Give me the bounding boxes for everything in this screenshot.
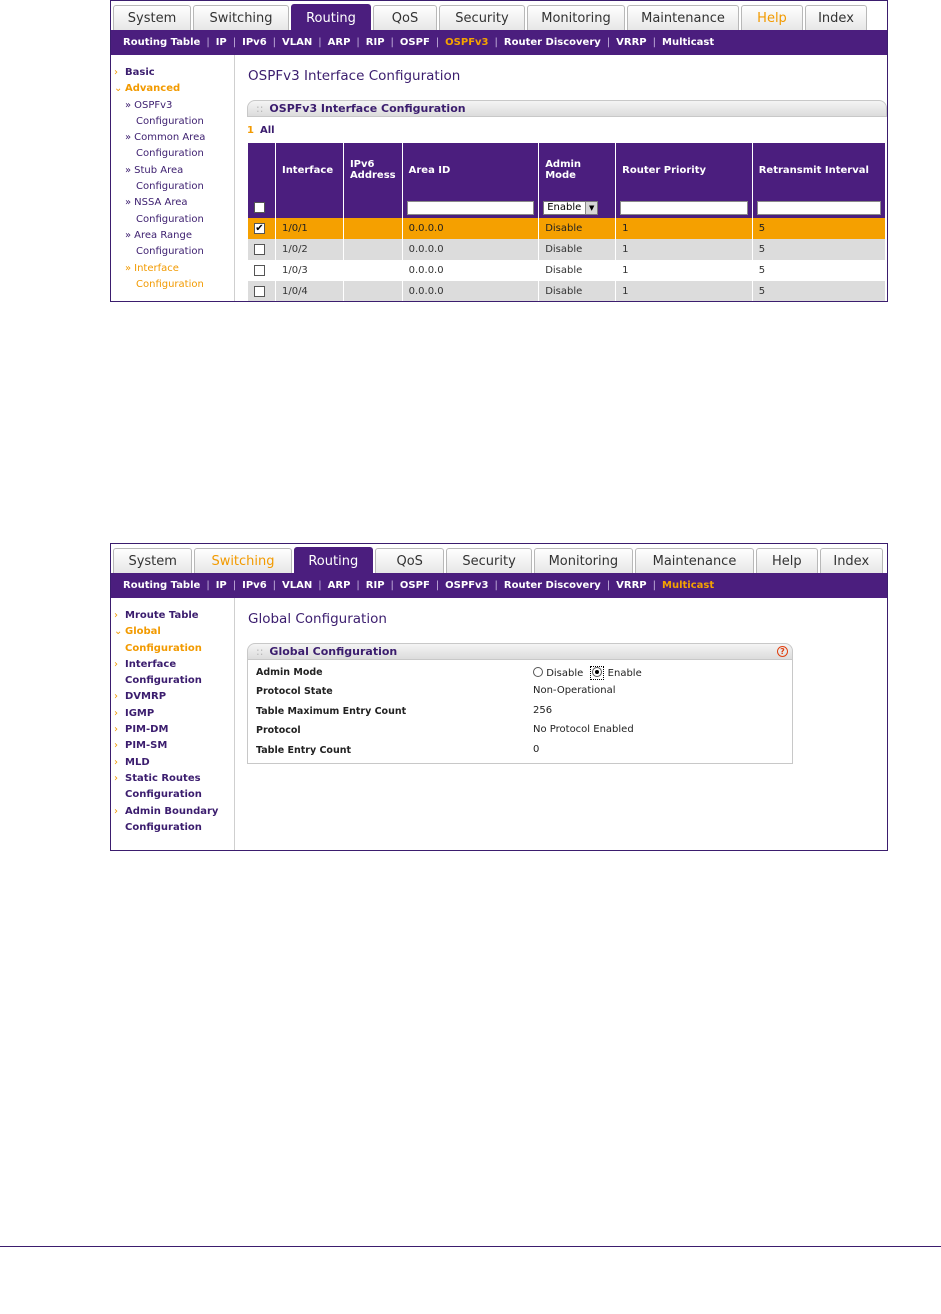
subnav-rip[interactable]: RIP (365, 37, 385, 48)
protocol-state-value: Non-Operational (533, 685, 616, 696)
tab-system[interactable]: System (113, 5, 191, 31)
area-cell: 0.0.0.0 (402, 218, 539, 239)
page-title: Global Configuration (248, 611, 387, 627)
admin-mode-select[interactable]: Enable ▼ (543, 201, 598, 215)
tab-switching[interactable]: Switching (194, 548, 291, 574)
interface-cell: 1/0/2 (275, 239, 343, 260)
subnav-ospf[interactable]: OSPF (399, 580, 430, 591)
tab-monitoring[interactable]: Monitoring (527, 5, 625, 31)
row-checkbox[interactable] (254, 265, 265, 276)
sidebar-basic[interactable]: › Basic (111, 65, 234, 81)
tab-index[interactable]: Index (805, 5, 867, 31)
admin-mode-label: Admin Mode (256, 667, 323, 678)
sidebar-admin-boundary[interactable]: › Admin Boundary (111, 804, 234, 820)
subnav-vrrp[interactable]: VRRP (616, 580, 647, 591)
protocol-value: No Protocol Enabled (533, 724, 634, 735)
row-checkbox[interactable]: ✔ (255, 222, 264, 234)
tab-index[interactable]: Index (820, 548, 884, 574)
edit-cell (752, 197, 885, 218)
help-icon[interactable]: ? (777, 646, 788, 657)
subnav-ip[interactable]: IP (215, 580, 227, 591)
column-header: IPv6 Address (343, 143, 402, 197)
sidebar-common-area[interactable]: » Common Area (125, 132, 206, 144)
table-row[interactable] (248, 281, 886, 302)
sidebar-interface[interactable]: › Interface (111, 657, 234, 673)
section-header: :: OSPFv3 Interface Configuration (247, 100, 887, 117)
priority-cell: 1 (616, 260, 753, 281)
chevron-right-icon: › (114, 772, 118, 784)
tab-qos[interactable]: QoS (373, 5, 437, 31)
subnav-arp[interactable]: ARP (327, 37, 351, 48)
edit-cell (343, 197, 402, 218)
chevron-right-icon: › (114, 610, 118, 621)
ipv6-cell (343, 281, 402, 302)
sidebar-area-range-cont[interactable]: Configuration (136, 246, 204, 258)
table-header-row (248, 143, 886, 197)
admin-enable-radio[interactable] (592, 667, 602, 677)
sidebar-global-cont[interactable]: Configuration (125, 642, 202, 654)
sidebar-interface-cont[interactable]: Configuration (125, 675, 202, 687)
subnav-ip[interactable]: IP (215, 37, 227, 48)
sidebar-stub-area-cont[interactable]: Configuration (136, 181, 204, 193)
ospfv3-interface-screenshot (110, 0, 888, 302)
select-all-checkbox[interactable] (254, 202, 265, 213)
column-header: Admin Mode (539, 143, 616, 197)
table-entry-value: 0 (533, 744, 540, 755)
interface-cell: 1/0/3 (275, 260, 343, 281)
admin-enable-focus (590, 666, 604, 680)
tab-maintenance[interactable]: Maintenance (627, 5, 739, 31)
sidebar (111, 598, 235, 850)
sidebar-stub-area[interactable]: » Stub Area (125, 164, 184, 176)
admin-mode-radios (533, 666, 642, 680)
ipv6-cell (343, 218, 402, 239)
sidebar-nssa-area-cont[interactable]: Configuration (136, 213, 204, 225)
ipv6-cell (343, 260, 402, 281)
subnav-ospfv3[interactable]: OSPFv3 (445, 37, 489, 48)
subnav-ospfv3[interactable]: OSPFv3 (445, 580, 489, 591)
area-id-input[interactable] (407, 201, 535, 215)
unit-selector (247, 125, 275, 136)
tab-help[interactable]: Help (756, 548, 818, 574)
sidebar-admin-boundary-cont[interactable]: Configuration (125, 821, 202, 833)
routing-subnav: Routing Table | IP | IPv6 | VLAN | ARP | RIP | OSPF | OSPFv3 | Router Discovery | VRRP | Multicast (111, 573, 887, 598)
admin-enable-label: Enable (607, 668, 642, 679)
sidebar-nssa-area[interactable]: » NSSA Area (125, 197, 188, 209)
tab-routing[interactable]: Routing (291, 4, 371, 31)
edit-row (248, 197, 886, 218)
select-column-header (248, 143, 276, 197)
subnav-router-discovery[interactable]: Router Discovery (503, 580, 601, 591)
sidebar-global[interactable]: ⌄ Global (111, 624, 234, 640)
row-checkbox[interactable] (254, 244, 265, 255)
retransmit-cell: 5 (752, 260, 885, 281)
subnav-multicast[interactable]: Multicast (662, 580, 715, 591)
row-checkbox[interactable] (254, 286, 265, 297)
tab-switching[interactable]: Switching (193, 5, 289, 31)
subnav-ipv6[interactable]: IPv6 (242, 37, 267, 48)
protocol-state-label: Protocol State (256, 686, 333, 697)
area-cell: 0.0.0.0 (402, 239, 539, 260)
sidebar-pim-sm[interactable]: › PIM-SM (111, 738, 234, 754)
admin-cell: Disable (539, 281, 616, 302)
tab-qos[interactable]: QoS (375, 548, 444, 574)
subnav-router-discovery[interactable]: Router Discovery (503, 37, 601, 48)
sidebar-mld[interactable]: › MLD (111, 755, 234, 771)
section-header: :: Global Configuration ? (247, 643, 793, 660)
chevron-right-icon: › (114, 707, 118, 719)
edit-cell (275, 197, 343, 218)
retransmit-cell: 5 (752, 281, 885, 302)
table-entry-label: Table Entry Count (256, 745, 352, 756)
priority-cell: 1 (616, 281, 753, 302)
edit-cell (402, 197, 539, 218)
admin-disable-label: Disable (546, 668, 584, 679)
retransmit-interval-input[interactable] (757, 201, 881, 215)
column-header: Area ID (402, 143, 539, 197)
chevron-right-icon: › (114, 756, 118, 768)
chevron-right-icon: › (114, 691, 118, 703)
sidebar-igmp[interactable]: › IGMP (111, 706, 234, 722)
area-cell: 0.0.0.0 (402, 281, 539, 302)
tab-security[interactable]: Security (439, 5, 525, 31)
chevron-right-icon: › (114, 658, 118, 670)
edit-cell (616, 197, 753, 218)
edit-select-cell (248, 197, 276, 218)
edit-cell (539, 197, 616, 218)
priority-cell: 1 (616, 218, 753, 239)
main-content (235, 55, 887, 301)
sidebar-interface-config[interactable]: » Interface (125, 262, 179, 274)
sidebar-ospfv3-config-cont[interactable]: Configuration (136, 115, 204, 127)
routing-subnav: Routing Table | IP | IPv6 | VLAN | ARP | RIP | OSPF | OSPFv3 | Router Discovery | VRRP | Multicast (111, 30, 887, 55)
global-config-panel (247, 660, 793, 764)
subnav-ospf[interactable]: OSPF (399, 37, 430, 48)
chevron-down-icon: ⌄ (114, 626, 123, 638)
tab-maintenance[interactable]: Maintenance (635, 548, 754, 574)
page-footer-rule (0, 1246, 941, 1247)
sidebar-static-routes[interactable]: › Static Routes (111, 771, 234, 787)
sidebar-area-range[interactable]: » Area Range (125, 229, 193, 241)
dropdown-arrow-icon: ▼ (585, 202, 597, 214)
table-max-label: Table Maximum Entry Count (256, 706, 407, 717)
tab-monitoring[interactable]: Monitoring (534, 548, 633, 574)
sidebar-ospfv3-config[interactable]: » OSPFv3 (125, 99, 173, 111)
sidebar-interface-config-cont[interactable]: Configuration (136, 278, 204, 290)
drag-handle-icon: :: (256, 645, 264, 658)
retransmit-cell: 5 (752, 239, 885, 260)
tab-routing[interactable]: Routing (294, 547, 373, 574)
chevron-right-icon: › (114, 740, 118, 752)
sidebar-dvmrp[interactable]: › DVMRP (111, 689, 234, 705)
column-header: Retransmit Interval (752, 143, 885, 197)
subnav-vrrp[interactable]: VRRP (616, 37, 647, 48)
subnav-multicast[interactable]: Multicast (662, 37, 715, 48)
chevron-down-icon: ⌄ (114, 83, 123, 95)
subnav-routing-table[interactable]: Routing Table (123, 37, 201, 48)
column-header: Router Priority (616, 143, 753, 197)
retransmit-cell: 5 (752, 218, 885, 239)
subnav-ipv6[interactable]: IPv6 (242, 580, 267, 591)
sidebar-static-routes-cont[interactable]: Configuration (125, 789, 202, 801)
subnav-vlan[interactable]: VLAN (282, 580, 313, 591)
main-tab-bar (111, 544, 887, 574)
subnav-rip[interactable]: RIP (365, 580, 385, 591)
column-header: Interface (275, 143, 343, 197)
tab-system[interactable]: System (113, 548, 192, 574)
priority-cell: 1 (616, 239, 753, 260)
interface-cell: 1/0/4 (275, 281, 343, 302)
multicast-global-config-screenshot (110, 543, 888, 851)
unit-all-link[interactable]: All (259, 125, 275, 136)
tab-security[interactable]: Security (446, 548, 531, 574)
sidebar-common-area-cont[interactable]: Configuration (136, 148, 204, 160)
sidebar-mroute-table[interactable]: › Mroute Table (111, 608, 234, 624)
unit-number-link[interactable]: 1 (247, 125, 254, 136)
sidebar-pim-dm[interactable]: › PIM-DM (111, 722, 234, 738)
router-priority-input[interactable] (620, 201, 748, 215)
subnav-arp[interactable]: ARP (327, 580, 351, 591)
chevron-right-icon: › (114, 805, 118, 817)
table-max-value: 256 (533, 705, 553, 716)
page-title: OSPFv3 Interface Configuration (248, 68, 461, 84)
admin-cell: Disable (539, 218, 616, 239)
interface-table (247, 143, 885, 302)
admin-disable-radio[interactable] (533, 667, 543, 677)
sidebar (111, 55, 235, 301)
admin-cell: Disable (539, 260, 616, 281)
area-cell: 0.0.0.0 (402, 260, 539, 281)
protocol-label: Protocol (256, 725, 301, 736)
subnav-routing-table[interactable]: Routing Table (123, 580, 201, 591)
sidebar-advanced[interactable]: ⌄ Advanced (111, 81, 234, 97)
subnav-vlan[interactable]: VLAN (282, 37, 313, 48)
ipv6-cell (343, 239, 402, 260)
table-row[interactable] (248, 218, 886, 239)
chevron-right-icon: › (114, 67, 118, 78)
tab-help[interactable]: Help (741, 5, 803, 31)
table-row[interactable] (248, 260, 886, 281)
table-row[interactable] (248, 239, 886, 260)
interface-cell: 1/0/1 (275, 218, 343, 239)
main-tab-bar (111, 1, 887, 31)
chevron-right-icon: › (114, 724, 118, 736)
drag-handle-icon: :: (256, 102, 264, 115)
main-content (235, 598, 887, 850)
admin-cell: Disable (539, 239, 616, 260)
